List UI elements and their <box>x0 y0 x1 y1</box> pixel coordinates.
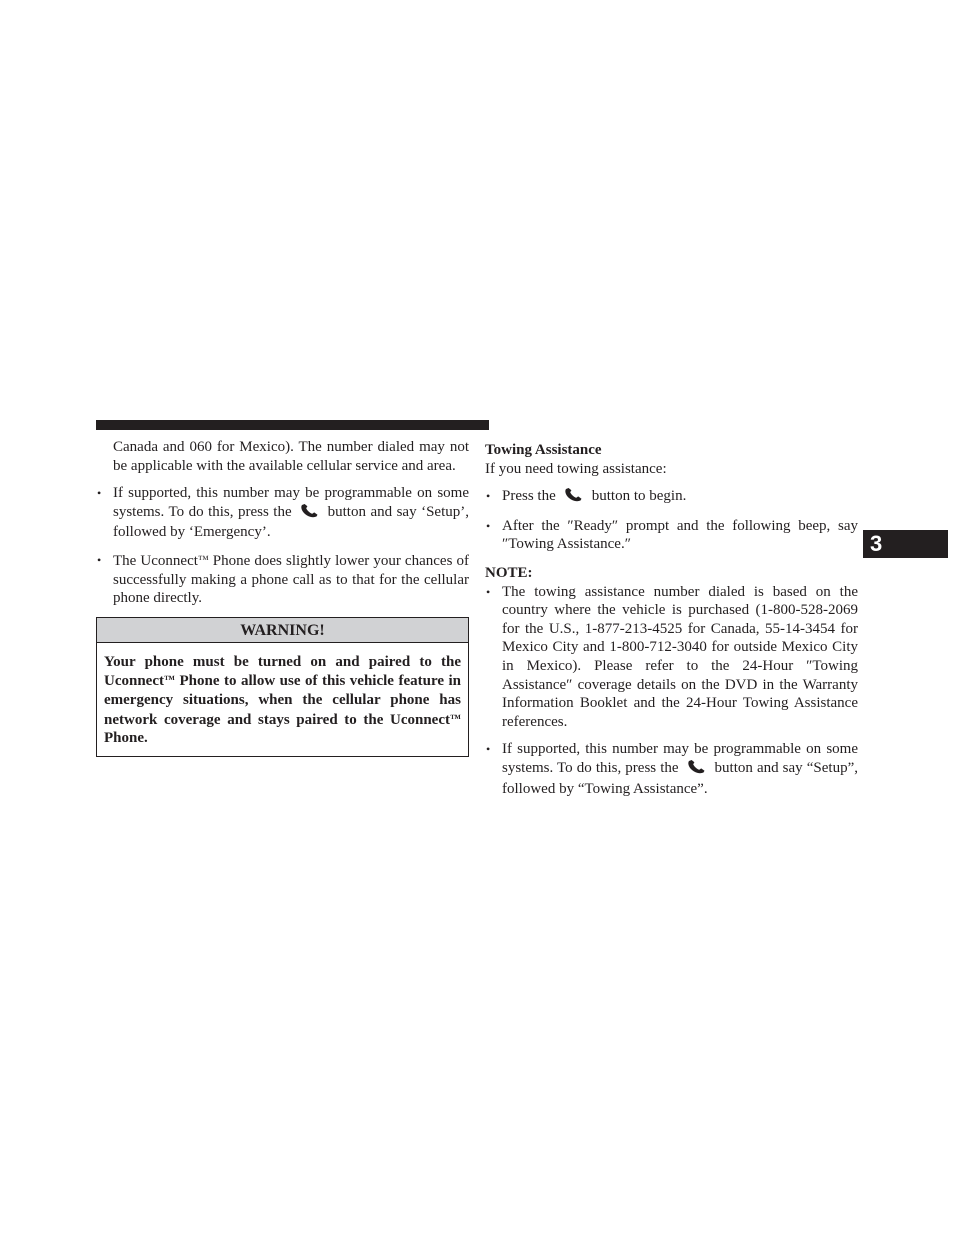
list-item: • If supported, this number may be programmable on some systems. To do this, press the button and say “Setup”, followed by “Towing Assistance”. <box>486 741 858 797</box>
warning-title: WARNING! <box>97 618 468 643</box>
bullet-mark: • <box>97 486 102 501</box>
list-item: • Press the button to begin. <box>485 487 858 508</box>
right-column <box>485 438 858 807</box>
bullet-mark: • <box>486 584 491 599</box>
trademark-mark: ™ <box>164 674 175 687</box>
phone-icon <box>687 760 707 780</box>
warning-box <box>96 617 469 757</box>
trademark-mark: ™ <box>450 712 461 725</box>
bullet-mark: • <box>486 742 491 757</box>
bullet-mark: • <box>486 518 491 533</box>
note-label: NOTE: <box>485 564 533 581</box>
bullet-mark: • <box>486 489 491 504</box>
warning-text: Your phone must be turned on and paired to the Uconnect™ Phone to allow use of this vehicle feature in emergency situations, when the cellular phone has network coverage and stays paired to the Uconnect™ Phone. <box>104 653 461 747</box>
list-item: • The towing assistance number dialed is based on the country where the vehicle is purchased (1-800-528-2069 for the U.S., 1-877-213-4525 for Canada, 55-14-3454 for Mexico City and 1-800-712-3040 for outside Mexico City in Mexico). Please refer to the 24-Hour ″Towing Assistance″ coverage details on the DVD in the Warranty Information Booklet and the 24-Hour Towing Assistance references. <box>486 583 858 730</box>
bullet-mark: • <box>97 552 102 567</box>
intro-text: If you need towing assistance: <box>485 460 667 477</box>
chapter-tab: 3 <box>863 530 948 558</box>
section-heading: Towing Assistance <box>485 442 602 458</box>
trademark-mark: ™ <box>197 553 209 566</box>
list-item: • The Uconnect™ Phone does slightly lower your chances of successfully making a phone call as to that for the cellular phone directly. <box>97 552 469 607</box>
list-item: • After the ″Ready″ prompt and the following beep, say ″Towing Assistance.″ <box>486 517 858 553</box>
phone-icon <box>564 488 584 508</box>
phone-icon <box>300 504 320 524</box>
list-item: • If supported, this number may be programmable on some systems. To do this, press the button and say ‘Setup’, followed by ‘Emergency’. <box>97 485 469 541</box>
left-column <box>96 438 469 757</box>
continued-paragraph: Canada and 060 for Mexico). The number dialed may not be applicable with the available cellular service and area. <box>113 439 469 474</box>
section-top-rule <box>96 420 489 430</box>
